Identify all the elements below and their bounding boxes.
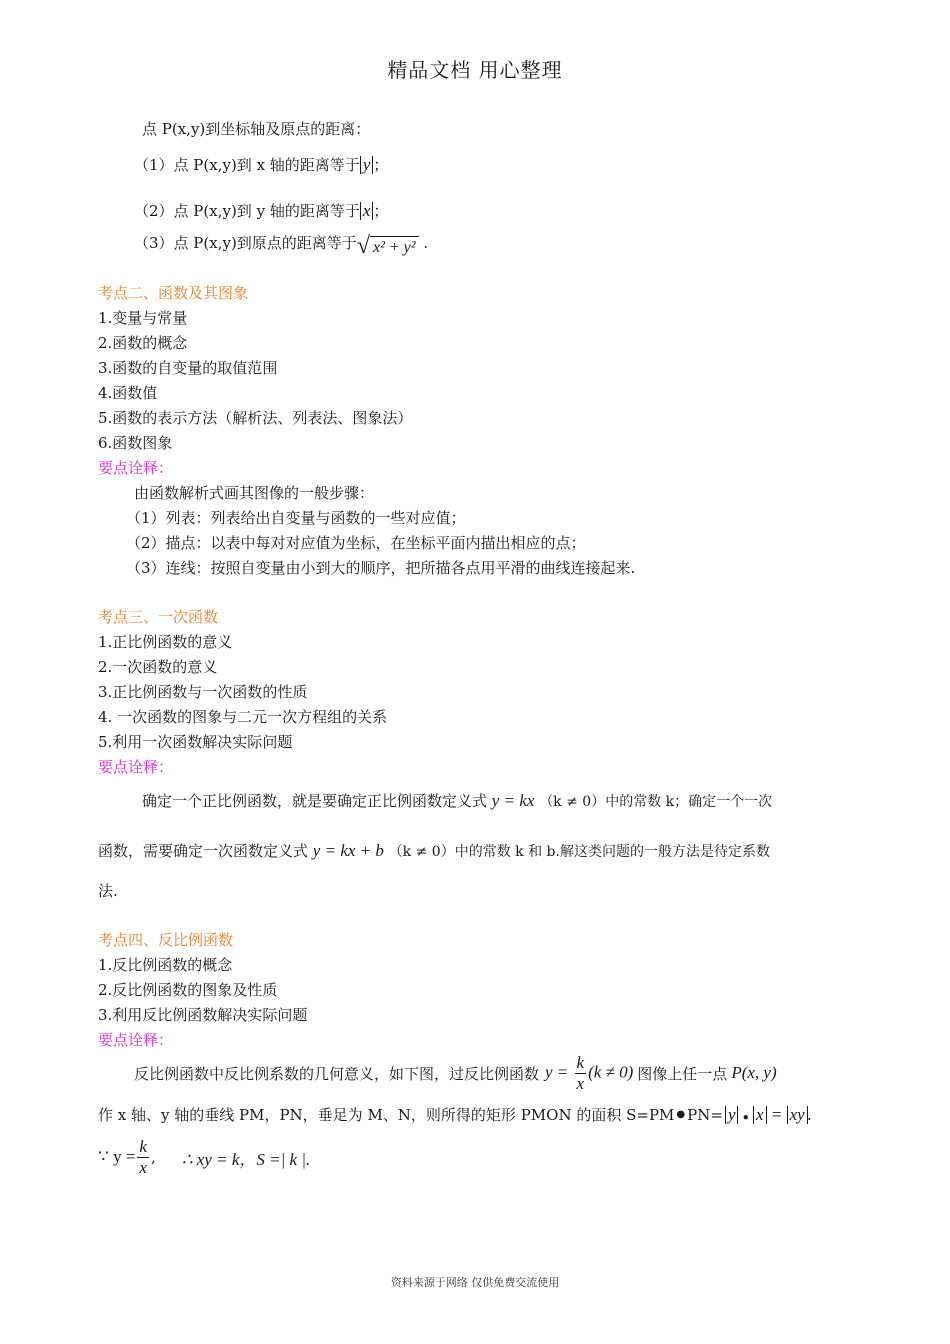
sec4-item-2: 2.反比例函数的图象及性质 [98,981,278,999]
sec3-item-2: 2.一次函数的意义 [98,658,218,676]
abs-x: x [360,202,374,220]
sec3-item-1: 1.正比例函数的意义 [98,633,233,651]
formula-linear: y = kx + b [312,841,384,860]
abs-y: y [360,156,374,174]
sec3-note-label: 要点诠释： [98,758,174,776]
sec2-item-5: 5.函数的表示方法（解析法、列表法、图象法） [98,409,413,427]
distance-intro: 点 P(x,y)到坐标轴及原点的距离： [142,120,371,138]
sec4-para-line-1: 反比例函数中反比例系数的几何意义，如下图，过反比例函数 y = $\frac{k}{x}$ (k ≠ 0) 图像上任一点 P(x, y) [134,1052,777,1093]
sec2-step-0: 由函数解析式画其图像的一般步骤： [134,484,375,502]
sec2-item-1: 1.变量与常量 [98,309,188,327]
sec2-item-3: 3.函数的自变量的取值范围 [98,359,278,377]
sec3-para-line-1: 确定一个正比例函数，就是要确定正比例函数定义式 y = kx （k ≠ 0）中的常数 k；确定一个一次 [142,791,773,810]
sec4-para-line-2: 作 x 轴、y 轴的垂线 PM，PN，垂足为 M、N，则所得的矩形 PMON 的面积 S=PM ● PN= y ● x = xy . [98,1104,812,1124]
section-3-title: 考点三、一次函数 [98,608,219,626]
sec3-item-5: 5.利用一次函数解决实际问题 [98,733,293,751]
formula-direct: y = kx [491,791,535,810]
page-footer: 资料来源于网络 仅供免费交流使用 [390,1276,560,1289]
sec2-item-2: 2.函数的概念 [98,334,188,352]
formula-inverse: y = $\frac{k}{x}$ (k ≠ 0) [545,1052,634,1093]
distance-line-2: （2）点 P(x,y)到 y 轴的距离等于 x ； [134,201,389,220]
area-formula: y ● x = xy . [725,1105,812,1125]
sec2-step-2: （2）描点：以表中每对对应值为坐标，在坐标平面内描出相应的点； [126,534,586,552]
section-2-title: 考点二、函数及其图象 [98,284,249,302]
sec4-item-3: 3.利用反比例函数解决实际问题 [98,1006,308,1024]
sqrt-expression: √ x² + y² [357,234,419,258]
sec2-item-6: 6.函数图象 [98,434,173,452]
distance-line-1: （1）点 P(x,y)到 x 轴的距离等于 y ； [134,155,389,174]
sec3-para-line-2: 函数，需要确定一次函数定义式 y = kx + b （k ≠ 0）中的常数 k 和 b.解这类问题的一般方法是待定系数 [98,841,770,860]
sec2-item-4: 4.函数值 [98,384,158,402]
page-header: 精品文档 用心整理 [387,58,563,82]
sec3-item-3: 3.正比例函数与一次函数的性质 [98,683,308,701]
sec2-step-3: （3）连线：按照自变量由小到大的顺序，把所描各点用平滑的曲线连接起来. [126,559,636,577]
sec4-para-line-3: ∵ y = $\frac{k}{x}$ , ∴ xy = k，S =| k |. [98,1136,311,1177]
sec2-step-1: （1）列表：列表给出自变量与函数的一些对应值； [126,509,466,527]
sec4-item-1: 1.反比例函数的概念 [98,956,233,974]
section-4-title: 考点四、反比例函数 [98,931,234,949]
distance-line-3: （3）点 P(x,y)到原点的距离等于 √ x² + y² . [134,233,429,259]
point-p: P(x, y) [731,1063,777,1082]
sec2-note-label: 要点诠释： [98,459,174,477]
sec3-item-4: 4. 一次函数的图象与二元一次方程组的关系 [98,708,388,726]
sec4-note-label: 要点诠释： [98,1031,174,1049]
sec3-para-line-3: 法. [98,882,118,900]
